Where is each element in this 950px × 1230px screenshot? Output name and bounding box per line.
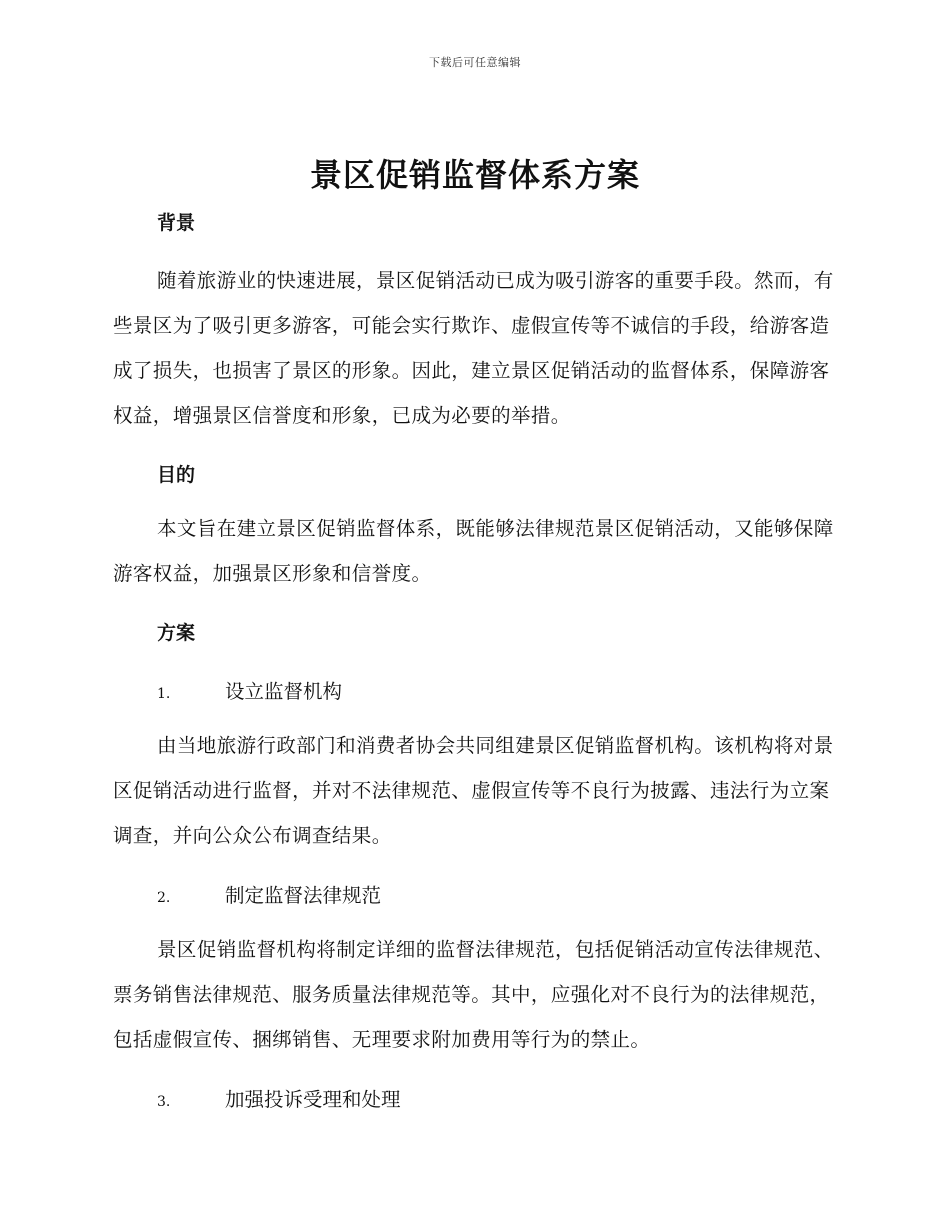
header-note: 下载后可任意编辑	[429, 56, 521, 69]
paragraph-purpose: 本文旨在建立景区促销监督体系，既能够法律规范景区促销活动，又能够保障游客权益，加强景区形象和信誉度。	[113, 517, 834, 585]
heading-purpose: 目的	[157, 464, 196, 486]
list-item-2	[157, 880, 381, 908]
list-item-title: 设立监督机构	[225, 680, 343, 703]
list-item-1	[157, 676, 342, 704]
heading-background: 背景	[157, 212, 196, 234]
list-item-title: 制定监督法律规范	[225, 884, 382, 907]
list-item-title: 加强投诉受理和处理	[225, 1088, 401, 1111]
heading-plan: 方案	[157, 622, 196, 644]
list-number: 1.	[157, 686, 171, 702]
document-title: 景区促销监督体系方案	[309, 156, 640, 194]
paragraph-plan-2: 景区促销监督机构将制定详细的监督法律规范，包括促销活动宣传法律规范、票务销售法律规范、服务质量法律规范等。其中，应强化对不良行为的法律规范，包括虚假宣传、捆绑销售、无理要求附加费用等行为的禁止。	[113, 938, 834, 1051]
list-number: 3.	[157, 1094, 171, 1110]
list-item-3	[157, 1084, 401, 1112]
list-number: 2.	[157, 890, 171, 906]
paragraph-plan-1: 由当地旅游行政部门和消费者协会共同组建景区促销监督机构。该机构将对景区促销活动进行监督，并对不法律规范、虚假宣传等不良行为披露、违法行为立案调查，并向公众公布调查结果。	[113, 734, 834, 847]
paragraph-background: 随着旅游业的快速进展，景区促销活动已成为吸引游客的重要手段。然而，有些景区为了吸引更多游客，可能会实行欺诈、虚假宣传等不诚信的手段，给游客造成了损失，也损害了景区的形象。因此，建立景区促销活动的监督体系，保障游客权益，增强景区信誉度和形象，已成为必要的举措。	[113, 269, 834, 427]
